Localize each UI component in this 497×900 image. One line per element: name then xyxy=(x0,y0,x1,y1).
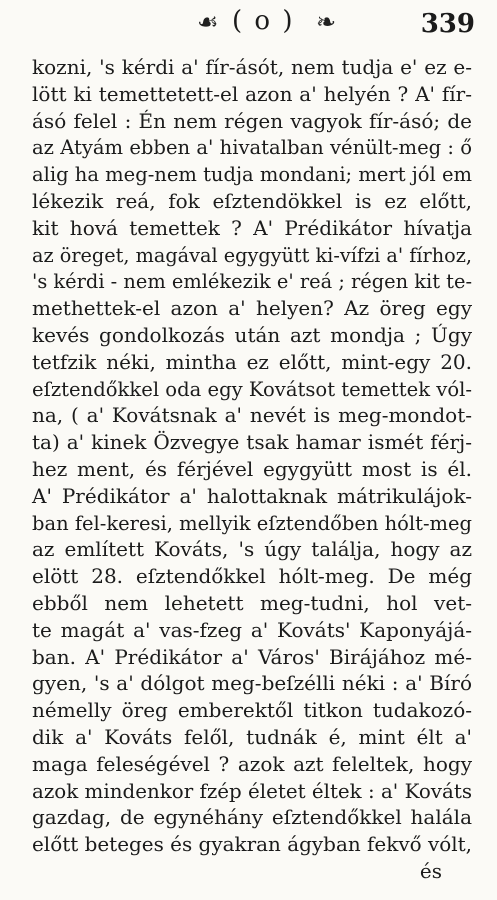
text-line: eſztendőkkel oda egy Kovátsot temettek vól- xyxy=(32,376,472,401)
text-line: kozni, 's kérdi a' fír-ásót, nem tudja e' ez e- xyxy=(32,55,472,79)
text-line: elött 28. eſztendőkkel hólt-meg. De még xyxy=(32,564,472,589)
page-number: 339 xyxy=(420,9,475,39)
text-line: ban fel-keresi, mellyik eſztendőben hólt-meg xyxy=(32,510,472,535)
catchword: és xyxy=(419,858,442,883)
text-line: hez ment, és férjével egygyütt most is él. xyxy=(32,456,472,481)
text-line: kit hová temettek ? A' Prédikátor hívatja xyxy=(32,215,472,240)
right-ornament-icon: ❧ xyxy=(316,8,337,36)
text-line: ebből nem lehetett meg-tudni, hol vet- xyxy=(32,590,472,615)
text-line: te magát a' vas-fzeg a' Kováts' Kaponyájá- xyxy=(32,617,472,642)
text-line: na, ( a' Kovátsnak a' nevét is meg-mondot- xyxy=(32,403,472,428)
text-line: A' Prédikátor a' halottaknak mátrikulájok- xyxy=(32,483,472,508)
text-line: az Atyám ebben a' hivatalban vénült-meg : ő xyxy=(32,135,472,160)
text-line: tetfzik néki, mintha ez előtt, mint-egy 20. xyxy=(32,349,472,374)
page-header xyxy=(0,6,497,42)
text-line: ta) a' kinek Özvegye tsak hamar ismét férj- xyxy=(32,430,472,455)
body-text xyxy=(32,54,472,885)
text-line: ásó felel : Én nem régen vagyok fír-ásó; de xyxy=(32,108,472,133)
header-parenthesis: ( o ) xyxy=(232,6,295,36)
text-line: lékezik reá, fok eſztendökkel is ez előtt, xyxy=(32,188,472,213)
text-line: lött ki temettetett-el azon a' helyén ? A' fír- xyxy=(32,81,472,106)
text-line: dik a' Kováts felől, tudnák é, mint élt a' xyxy=(32,724,472,749)
text-line: maga feleségével ? azok azt feleltek, hogy xyxy=(32,751,472,776)
text-line: előtt beteges és gyakran ágyban fekvő vólt, xyxy=(32,832,472,857)
text-line: az említett Kováts, 's úgy találja, hogy az xyxy=(32,537,472,562)
text-line: az öreget, magával egygyütt ki-vífzi a' fírhoz, xyxy=(32,242,472,267)
text-line: methettek-el azon a' helyen? Az öreg egy xyxy=(32,296,472,321)
text-line: azok mindenkor fzép életet éltek : a' Kováts xyxy=(32,778,472,803)
text-line: alig ha meg-nem tudja mondani; mert jól em xyxy=(32,162,472,187)
text-line: gazdag, de egynéhány eſztendőkkel halála xyxy=(32,805,472,830)
text-line: ban. A' Prédikátor a' Város' Birájához mé- xyxy=(32,644,472,669)
text-line: 's kérdi - nem emlékezik e' reá ; régen kit te- xyxy=(32,269,472,294)
text-line: némelly öreg emberektől titkon tudakozó- xyxy=(32,698,472,723)
left-ornament-icon: ☙ xyxy=(197,8,219,36)
text-line: gyen, 's a' dólgot meg-beſzélli néki : a' Bíró xyxy=(32,671,472,696)
text-line: kevés gondolkozás után azt mondja ; Úgy xyxy=(32,322,472,347)
